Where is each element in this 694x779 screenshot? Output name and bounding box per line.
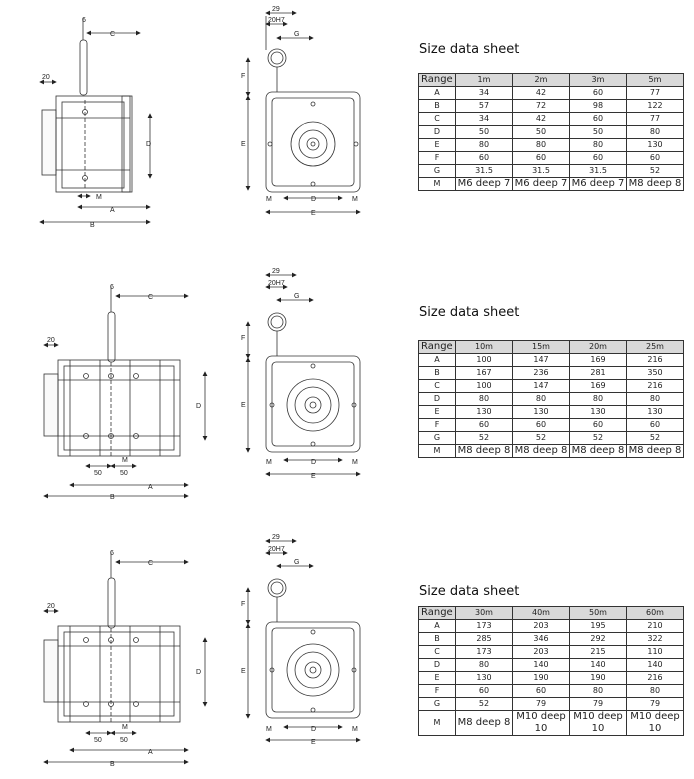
table-cell: M8 deep 8	[627, 445, 684, 458]
table-cell: 169	[570, 380, 627, 393]
table-cell: M8 deep 8	[456, 711, 513, 736]
dim-c-label: C	[148, 560, 154, 567]
dim-m2-label: M	[352, 726, 358, 733]
table-cell: 281	[570, 367, 627, 380]
table-cell: 80	[513, 393, 570, 406]
row-label: B	[419, 100, 456, 113]
table-cell: 98	[570, 100, 627, 113]
dim-b-label: B	[110, 761, 115, 768]
front-view-3	[248, 541, 360, 740]
table-cell: 80	[570, 393, 627, 406]
size-data-table-2	[418, 340, 684, 458]
table-cell: 80	[570, 139, 627, 152]
table-row	[419, 152, 684, 165]
row-label: E	[419, 139, 456, 152]
table-cell: 50	[570, 126, 627, 139]
table-cell: 60	[570, 87, 627, 100]
table-cell: 42	[513, 113, 570, 126]
table-cell: 346	[513, 633, 570, 646]
dim-m-label: M	[122, 724, 128, 731]
column-header: 20m	[570, 341, 627, 354]
dim-a-label: A	[148, 484, 153, 491]
dim-f-label: F	[241, 73, 246, 80]
table-cell: 100	[456, 354, 513, 367]
table-cell: 31.5	[456, 165, 513, 178]
row-label: F	[419, 152, 456, 165]
column-header: 40m	[513, 607, 570, 620]
table-cell: 72	[513, 100, 570, 113]
table-row	[419, 100, 684, 113]
row-label: D	[419, 393, 456, 406]
dim-c-label: C	[148, 294, 154, 301]
table-cell: 31.5	[570, 165, 627, 178]
table-cell: 79	[570, 698, 627, 711]
table-cell: 350	[627, 367, 684, 380]
table-cell: 210	[627, 620, 684, 633]
table-cell: 173	[456, 646, 513, 659]
dim-d-label: D	[311, 459, 317, 466]
row-label: F	[419, 685, 456, 698]
table-cell: 60	[456, 685, 513, 698]
side-view-2	[44, 287, 205, 496]
table-cell: 203	[513, 646, 570, 659]
table-cell: 42	[513, 87, 570, 100]
table-cell: 60	[456, 152, 513, 165]
table-cell: 34	[456, 113, 513, 126]
table-cell: M6 deep 7	[570, 178, 627, 191]
front-view-1	[248, 13, 360, 212]
table-cell: 60	[513, 685, 570, 698]
dim-g-label: G	[294, 559, 300, 566]
table-cell: 60	[570, 152, 627, 165]
dim-e2-label: E	[311, 210, 316, 217]
table-row	[419, 685, 684, 698]
row-label: C	[419, 646, 456, 659]
dim-29-label: 29	[272, 268, 280, 275]
table-cell: 52	[513, 432, 570, 445]
dim-a-label: A	[148, 749, 153, 756]
column-header: 50m	[570, 607, 627, 620]
table-cell: 52	[627, 165, 684, 178]
table-cell: 79	[513, 698, 570, 711]
column-header: 60m	[627, 607, 684, 620]
column-header: 25m	[627, 341, 684, 354]
row-label: C	[419, 380, 456, 393]
table-cell: 60	[627, 419, 684, 432]
table-cell: 60	[513, 419, 570, 432]
dim-29-label: 29	[272, 6, 280, 13]
table-row	[419, 354, 684, 367]
column-header: 3m	[570, 74, 627, 87]
dim-e2-label: E	[311, 473, 316, 480]
dim-m2-label: M	[352, 459, 358, 466]
table-row	[419, 165, 684, 178]
column-header: 5m	[627, 74, 684, 87]
table-cell: M8 deep 8	[570, 445, 627, 458]
dim-d-label: D	[311, 196, 317, 203]
dim-f-label: F	[241, 335, 246, 342]
column-header: 15m	[513, 341, 570, 354]
dim-g-label: G	[294, 293, 300, 300]
table-cell: 215	[570, 646, 627, 659]
table-cell: 80	[627, 126, 684, 139]
table-row	[419, 711, 684, 736]
size-data-title-1: Size data sheet	[419, 42, 520, 57]
table-row	[419, 646, 684, 659]
table-cell: 31.5	[513, 165, 570, 178]
table-header-row	[419, 341, 684, 354]
table-cell: 52	[570, 432, 627, 445]
table-cell: 80	[513, 139, 570, 152]
side-view-1	[40, 18, 150, 222]
table-cell: 322	[627, 633, 684, 646]
table-cell: 140	[513, 659, 570, 672]
dim-f-label: F	[241, 601, 246, 608]
table-cell: 80	[456, 139, 513, 152]
table-row	[419, 393, 684, 406]
row-label: G	[419, 165, 456, 178]
table-cell: 216	[627, 354, 684, 367]
dim-29-label: 29	[272, 534, 280, 541]
table-cell: 52	[456, 432, 513, 445]
table-cell: 60	[570, 113, 627, 126]
size-data-title-2: Size data sheet	[419, 305, 520, 320]
table-cell: M10 deep 10	[513, 711, 570, 736]
size-data-table-3	[418, 606, 684, 736]
table-row	[419, 87, 684, 100]
table-cell: 130	[570, 406, 627, 419]
table-cell: 130	[627, 139, 684, 152]
size-data-table-1	[418, 73, 684, 191]
row-label: C	[419, 113, 456, 126]
table-cell: M8 deep 8	[456, 445, 513, 458]
column-header: 1m	[456, 74, 513, 87]
dim-six-label: 6	[110, 550, 114, 557]
dim-20-label: 20	[47, 337, 55, 344]
table-cell: 60	[513, 152, 570, 165]
table-cell: 167	[456, 367, 513, 380]
range-header: Range	[419, 74, 456, 87]
table-cell: 50	[513, 126, 570, 139]
table-cell: 77	[627, 87, 684, 100]
table-cell: 100	[456, 380, 513, 393]
table-cell: 216	[627, 672, 684, 685]
table-cell: M10 deep 10	[570, 711, 627, 736]
dim-20h7-label: 20H7	[268, 280, 285, 287]
range-header: Range	[419, 607, 456, 620]
table-row	[419, 113, 684, 126]
table-cell: 130	[456, 406, 513, 419]
table-cell: 77	[627, 113, 684, 126]
row-label: D	[419, 126, 456, 139]
row-label: F	[419, 419, 456, 432]
dim-c-label: C	[110, 31, 116, 38]
table-cell: 79	[627, 698, 684, 711]
table-cell: 60	[627, 152, 684, 165]
table-cell: 60	[570, 419, 627, 432]
table-cell: 147	[513, 354, 570, 367]
table-cell: 173	[456, 620, 513, 633]
dim-e-label: E	[241, 141, 246, 148]
dim-a-label: A	[110, 207, 115, 214]
table-header-row	[419, 607, 684, 620]
size-data-title-3: Size data sheet	[419, 584, 520, 599]
column-header: 30m	[456, 607, 513, 620]
table-cell: 80	[627, 393, 684, 406]
dim-m1-label: M	[266, 196, 272, 203]
dim-m2-label: M	[352, 196, 358, 203]
dim-m-label: M	[122, 457, 128, 464]
dim-e-label: E	[241, 668, 246, 675]
dim-50a-label: 50	[94, 737, 102, 744]
row-label: G	[419, 432, 456, 445]
table-cell: 190	[570, 672, 627, 685]
table-cell: M8 deep 8	[513, 445, 570, 458]
column-header: 10m	[456, 341, 513, 354]
dim-b-label: B	[110, 494, 115, 501]
table-cell: 52	[456, 698, 513, 711]
table-row	[419, 432, 684, 445]
column-header: 2m	[513, 74, 570, 87]
table-cell: 80	[456, 393, 513, 406]
table-cell: M8 deep 8	[627, 178, 684, 191]
table-row	[419, 445, 684, 458]
table-cell: M6 deep 7	[456, 178, 513, 191]
table-cell: 130	[627, 406, 684, 419]
table-row	[419, 633, 684, 646]
table-row	[419, 698, 684, 711]
dim-six-label: 6	[82, 17, 86, 24]
table-cell: 80	[456, 659, 513, 672]
table-cell: 140	[570, 659, 627, 672]
dim-e-label: E	[241, 402, 246, 409]
row-label: B	[419, 367, 456, 380]
table-header-row	[419, 74, 684, 87]
table-cell: 80	[627, 685, 684, 698]
dim-d-label: D	[311, 726, 317, 733]
row-label: A	[419, 620, 456, 633]
row-label: M	[419, 711, 456, 736]
table-cell: 130	[513, 406, 570, 419]
table-cell: 285	[456, 633, 513, 646]
table-row	[419, 380, 684, 393]
dim-20h7-label: 20H7	[268, 546, 285, 553]
dim-20-label: 20	[42, 74, 50, 81]
table-cell: 57	[456, 100, 513, 113]
row-label: M	[419, 445, 456, 458]
table-cell: 140	[627, 659, 684, 672]
table-row	[419, 620, 684, 633]
table-row	[419, 672, 684, 685]
dim-d-label: D	[196, 403, 202, 410]
row-label: E	[419, 672, 456, 685]
dim-m-label: M	[96, 194, 102, 201]
table-cell: 203	[513, 620, 570, 633]
front-view-2	[248, 275, 360, 474]
dim-50b-label: 50	[120, 737, 128, 744]
row-label: A	[419, 354, 456, 367]
row-label: D	[419, 659, 456, 672]
table-cell: 122	[627, 100, 684, 113]
dim-six-label: 6	[110, 284, 114, 291]
table-cell: 52	[627, 432, 684, 445]
dim-50b-label: 50	[120, 470, 128, 477]
dim-m1-label: M	[266, 726, 272, 733]
table-cell: M6 deep 7	[513, 178, 570, 191]
table-cell: 130	[456, 672, 513, 685]
table-cell: 292	[570, 633, 627, 646]
table-cell: 50	[456, 126, 513, 139]
dim-50a-label: 50	[94, 470, 102, 477]
dim-g-label: G	[294, 31, 300, 38]
row-label: E	[419, 406, 456, 419]
table-cell: 80	[570, 685, 627, 698]
range-header: Range	[419, 341, 456, 354]
table-cell: 147	[513, 380, 570, 393]
table-row	[419, 419, 684, 432]
row-label: M	[419, 178, 456, 191]
table-cell: 216	[627, 380, 684, 393]
table-row	[419, 659, 684, 672]
table-cell: M10 deep 10	[627, 711, 684, 736]
dim-d-label: D	[146, 141, 152, 148]
dim-e2-label: E	[311, 739, 316, 746]
table-cell: 110	[627, 646, 684, 659]
table-cell: 169	[570, 354, 627, 367]
table-row	[419, 139, 684, 152]
table-cell: 190	[513, 672, 570, 685]
dim-m1-label: M	[266, 459, 272, 466]
row-label: A	[419, 87, 456, 100]
table-row	[419, 367, 684, 380]
row-label: B	[419, 633, 456, 646]
table-cell: 34	[456, 87, 513, 100]
table-cell: 60	[456, 419, 513, 432]
dim-20h7-label: 20H7	[268, 17, 285, 24]
dim-b-label: B	[90, 222, 95, 229]
table-cell: 195	[570, 620, 627, 633]
dim-d-label: D	[196, 669, 202, 676]
table-row	[419, 178, 684, 191]
table-cell: 236	[513, 367, 570, 380]
row-label: G	[419, 698, 456, 711]
dim-20-label: 20	[47, 603, 55, 610]
table-row	[419, 406, 684, 419]
table-row	[419, 126, 684, 139]
